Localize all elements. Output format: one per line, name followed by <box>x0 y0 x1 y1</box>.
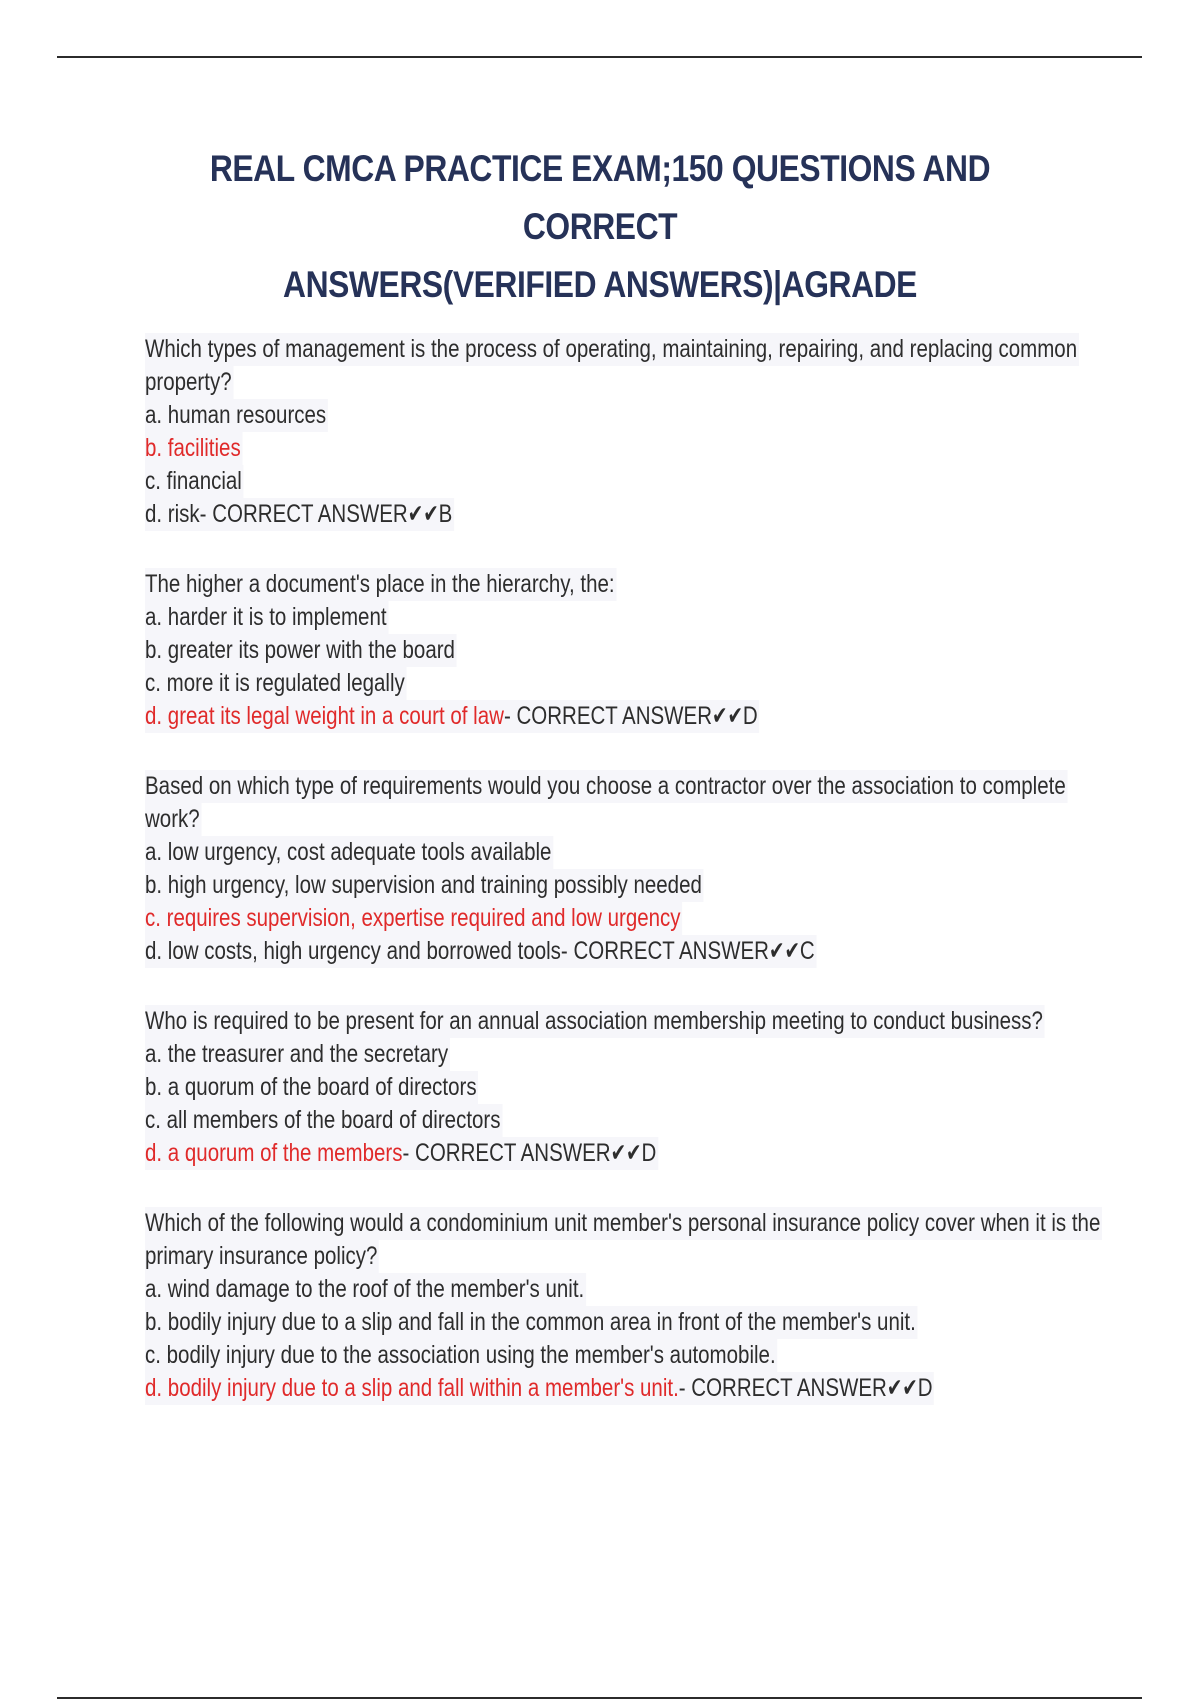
option-text: d. risk <box>145 500 200 528</box>
answer-option <box>145 869 704 902</box>
correct-option-text: d. bodily injury due to a slip and fall within a member's unit. <box>145 1374 679 1402</box>
answer-option <box>145 1306 917 1339</box>
option-text: b. high urgency, low supervision and training possibly needed <box>145 871 702 899</box>
bottom-rule <box>57 1697 1142 1699</box>
question-stem: Which types of management is the process of operating, maintaining, repairing, and replacing common <box>145 333 1079 366</box>
question-list <box>145 333 1105 1442</box>
document-title <box>187 140 1013 314</box>
answer-option <box>145 1372 934 1405</box>
answer-option <box>145 1038 450 1071</box>
correct-option-text: d. a quorum of the members <box>145 1139 403 1167</box>
option-text: b. greater its power with the board <box>145 636 455 664</box>
correct-option-text: b. facilities <box>145 434 241 462</box>
option-text: c. more it is regulated legally <box>145 669 405 697</box>
correct-answer-letter: D <box>917 1374 933 1402</box>
option-text: c. financial <box>145 467 242 495</box>
question-block <box>145 770 1105 968</box>
answer-option <box>145 1339 777 1372</box>
option-text: a. low urgency, cost adequate tools available <box>145 838 552 866</box>
option-text: a. wind damage to the roof of the member's unit. <box>145 1275 585 1303</box>
correct-answer-letter: C <box>799 937 815 965</box>
question-stem: property? <box>145 366 233 399</box>
answer-option <box>145 399 328 432</box>
question-stem: work? <box>145 803 201 836</box>
correct-answer-letter: D <box>742 702 758 730</box>
answer-option <box>145 498 454 531</box>
answer-option <box>145 465 244 498</box>
top-rule <box>57 56 1142 58</box>
title-line-2: ANSWERS(VERIFIED ANSWERS)|AGRADE <box>283 264 917 305</box>
option-text: c. bodily injury due to the association using the member's automobile. <box>145 1341 776 1369</box>
correct-answer-label: - CORRECT ANSWER✔✔ <box>199 500 439 528</box>
answer-option <box>145 601 388 634</box>
question-stem: Who is required to be present for an annual association membership meeting to conduct business? <box>145 1005 1045 1038</box>
answer-option <box>145 432 242 465</box>
question-stem: Based on which type of requirements would you choose a contractor over the association to complete <box>145 770 1067 803</box>
question-stem: Which of the following would a condominium unit member's personal insurance policy cover when it is the <box>145 1207 1102 1240</box>
correct-answer-label: - CORRECT ANSWER✔✔ <box>560 937 800 965</box>
answer-option <box>145 935 816 968</box>
option-text: b. a quorum of the board of directors <box>145 1073 477 1101</box>
answer-option <box>145 902 682 935</box>
correct-option-text: c. requires supervision, expertise required and low urgency <box>145 904 681 932</box>
question-block <box>145 1207 1105 1405</box>
option-text: b. bodily injury due to a slip and fall in the common area in front of the member's unit. <box>145 1308 916 1336</box>
answer-option <box>145 700 759 733</box>
answer-option <box>145 667 406 700</box>
answer-option <box>145 836 553 869</box>
question-stem: primary insurance policy? <box>145 1240 379 1273</box>
option-text: d. low costs, high urgency and borrowed tools <box>145 937 561 965</box>
answer-option <box>145 1137 658 1170</box>
question-stem: The higher a document's place in the hierarchy, the: <box>145 568 616 601</box>
answer-option <box>145 1104 502 1137</box>
correct-option-text: d. great its legal weight in a court of law <box>145 702 504 730</box>
option-text: a. the treasurer and the secretary <box>145 1040 449 1068</box>
option-text: c. all members of the board of directors <box>145 1106 501 1134</box>
option-text: a. human resources <box>145 401 327 429</box>
answer-option <box>145 634 457 667</box>
question-block <box>145 1005 1105 1170</box>
correct-answer-letter: B <box>438 500 453 528</box>
option-text: a. harder it is to implement <box>145 603 387 631</box>
correct-answer-letter: D <box>641 1139 657 1167</box>
question-block <box>145 568 1105 733</box>
correct-answer-label: - CORRECT ANSWER✔✔ <box>503 702 743 730</box>
correct-answer-label: - CORRECT ANSWER✔✔ <box>402 1139 642 1167</box>
correct-answer-label: - CORRECT ANSWER✔✔ <box>678 1374 918 1402</box>
answer-option <box>145 1071 478 1104</box>
question-block <box>145 333 1105 531</box>
answer-option <box>145 1273 586 1306</box>
title-line-1: REAL CMCA PRACTICE EXAM;150 QUESTIONS AND CORRECT <box>209 148 991 247</box>
